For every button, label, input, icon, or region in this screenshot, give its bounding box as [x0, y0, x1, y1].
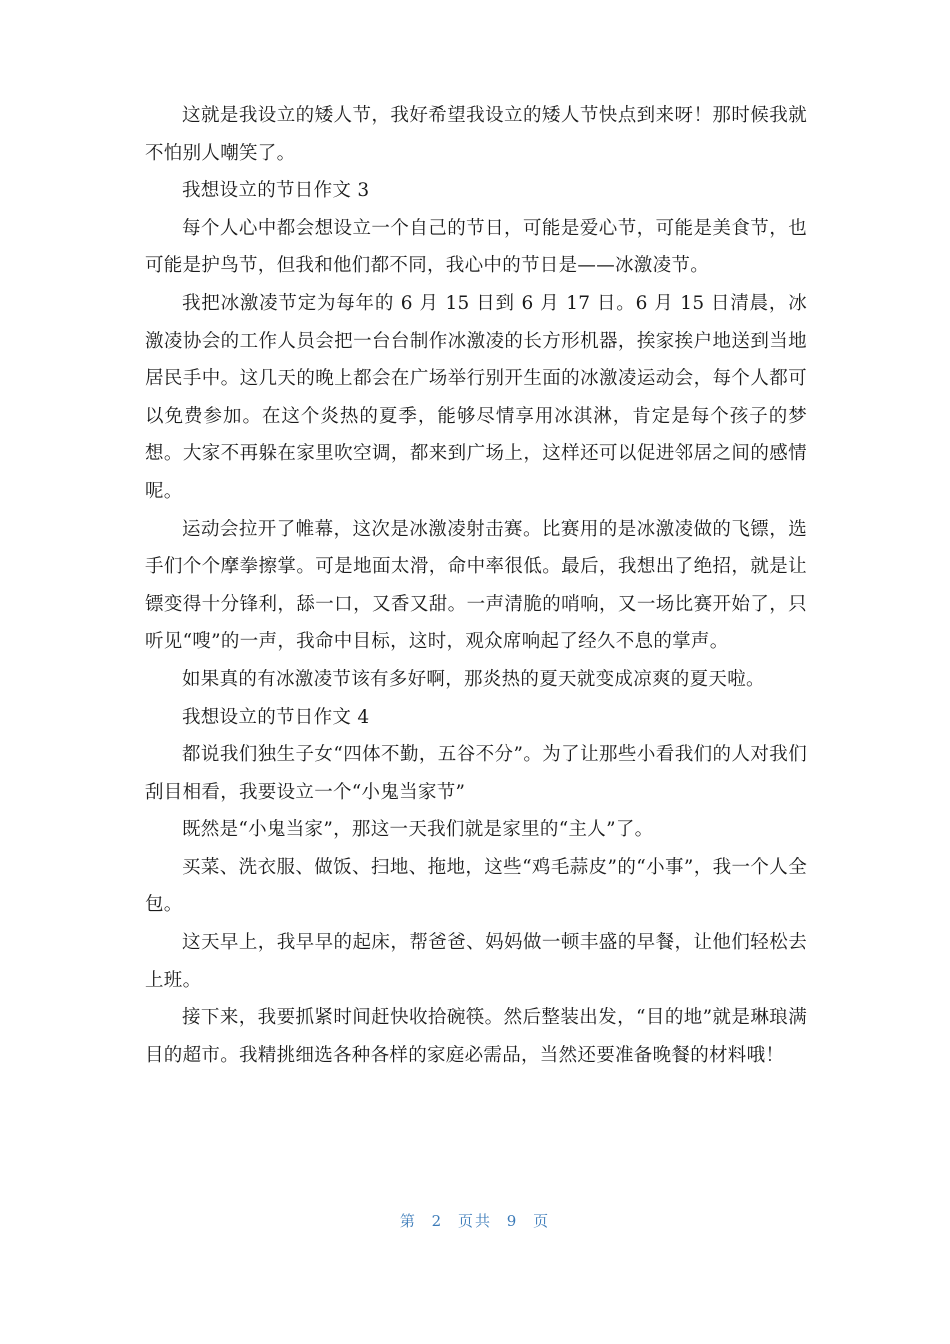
- paragraph: 这天早上，我早早的起床，帮爸爸、妈妈做一顿丰盛的早餐，让他们轻松去上班。: [145, 932, 807, 991]
- document-body: [145, 97, 807, 1074]
- paragraph: 既然是“小鬼当家”，那这一天我们就是家里的“主人”了。: [182, 819, 654, 841]
- section-heading: 我想设立的节日作文 4: [182, 706, 370, 728]
- page-indicator: 第 2 页共 9 页: [399, 1212, 551, 1230]
- paragraph: 如果真的有冰激凌节该有多好啊，那炎热的夏天就变成凉爽的夏天啦。: [182, 668, 765, 690]
- paragraph: 我把冰激凌节定为每年的 6 月 15 日到 6 月 17 日。6 月 15 日清晨，冰激凌协会的工作人员会把一台台制作冰激凌的长方形机器，挨家挨户地送到当地居民手中。这几天的晚上都会在广场举行别开生面的冰激凌运动会，每个人都可以免费参加。在这个炎热的夏季，能够尽情享用冰淇淋，肯定是每个孩子的梦想。大家不再躲在家里吹空调，都来到广场上，这样还可以促进邻居之间的感情呢。: [145, 292, 807, 502]
- paragraph: 每个人心中都会想设立一个自己的节日，可能是爱心节，可能是美食节，也可能是护鸟节，但我和他们都不同，我心中的节日是——冰激凌节。: [145, 217, 807, 277]
- paragraph: 这就是我设立的矮人节，我好希望我设立的矮人节快点到来呀！那时候我就不怕别人嘲笑了。: [145, 105, 807, 164]
- paragraph: 运动会拉开了帷幕，这次是冰激凌射击赛。比赛用的是冰激凌做的飞镖，选手们个个摩拳擦掌。可是地面太滑，命中率很低。最后，我想出了绝招，就是让镖变得十分锋利，舔一口，又香又甜。一声清脆的哨响，又一场比赛开始了，只听见“嗖”的一声，我命中目标，这时，观众席响起了经久不息的掌声。: [145, 518, 807, 653]
- paragraph: 都说我们独生子女“四体不勤，五谷不分”。为了让那些小看我们的人对我们刮目相看，我要设立一个“小鬼当家节”: [145, 744, 807, 803]
- paragraph: 买菜、洗衣服、做饭、扫地、拖地，这些“鸡毛蒜皮”的“小事”，我一个人全包。: [145, 856, 807, 916]
- paragraph: 接下来，我要抓紧时间赶快收拾碗筷。然后整装出发，“目的地”就是琳琅满目的超市。我精挑细选各种各样的家庭必需品，当然还要准备晚餐的材料哦！: [145, 1007, 807, 1066]
- section-heading: 我想设立的节日作文 3: [182, 180, 370, 202]
